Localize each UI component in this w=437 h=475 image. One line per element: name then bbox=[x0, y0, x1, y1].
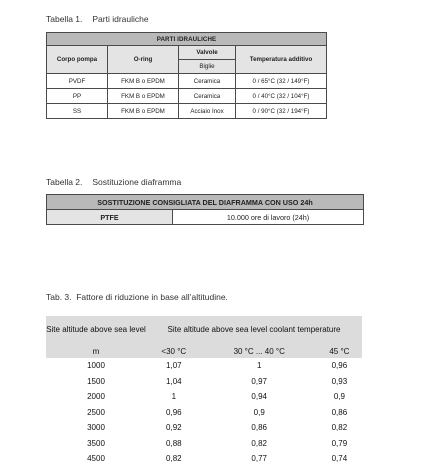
diaphragm-replacement-table bbox=[46, 194, 364, 225]
cell-material: PTFE bbox=[47, 210, 173, 225]
cell-factor-mid: 0,86 bbox=[251, 423, 267, 433]
table1-caption bbox=[46, 14, 149, 24]
table3-caption: Tab. 3. Fattore di riduzione in base all’altitudine. bbox=[46, 292, 228, 302]
cell-valvole: Ceramica bbox=[179, 74, 236, 89]
table-row bbox=[46, 374, 362, 390]
altitude-derating-table bbox=[46, 316, 362, 467]
table2-caption bbox=[46, 177, 181, 187]
table-row bbox=[47, 74, 327, 89]
cell-corpo: PVDF bbox=[47, 74, 108, 89]
table-row bbox=[46, 420, 362, 436]
cell-corpo: PP bbox=[47, 89, 108, 104]
table2-caption-number: Tabella 2. bbox=[46, 177, 83, 187]
cell-factor-mid: 0,97 bbox=[251, 376, 267, 386]
cell-altitude: 4500 bbox=[87, 454, 105, 464]
table-row bbox=[46, 451, 362, 467]
table-row bbox=[47, 89, 327, 104]
cell-factor-mid: 0,77 bbox=[251, 454, 267, 464]
cell-altitude: 1000 bbox=[87, 361, 105, 371]
cell-factor-low: 0,96 bbox=[166, 407, 182, 417]
header-unit: m bbox=[46, 344, 146, 358]
cell-factor-mid: 0,9 bbox=[253, 407, 265, 417]
cell-factor-high: 0,93 bbox=[331, 376, 348, 386]
cell-altitude: 1500 bbox=[87, 376, 105, 386]
cell-altitude: 3000 bbox=[87, 423, 105, 433]
cell-factor-low: 1,07 bbox=[166, 361, 182, 371]
cell-altitude: 3500 bbox=[87, 438, 105, 448]
cell-temperatura: 0 / 40°C (32 / 104°F) bbox=[236, 89, 327, 104]
header-biglie: Biglie bbox=[179, 60, 236, 74]
cell-factor-low: 1,04 bbox=[166, 376, 182, 386]
cell-oring: FKM B o EPDM bbox=[108, 89, 179, 104]
table2-title: SOSTITUZIONE CONSIGLIATA DEL DIAFRAMMA CON USO 24h bbox=[47, 195, 364, 210]
cell-temperatura: 0 / 65°C (32 / 149°F) bbox=[236, 74, 327, 89]
cell-factor-high: 0,74 bbox=[331, 454, 348, 464]
table-row bbox=[46, 389, 362, 405]
cell-factor-low: 0,92 bbox=[166, 423, 182, 433]
table-row bbox=[46, 405, 362, 421]
cell-temperatura: 0 / 90°C (32 / 194°F) bbox=[236, 104, 327, 119]
header-coolant-temp: Site altitude above sea level coolant temperature bbox=[146, 316, 362, 344]
header-valvole: Valvole bbox=[179, 46, 236, 60]
cell-altitude: 2500 bbox=[87, 407, 105, 417]
table-row bbox=[47, 104, 327, 119]
header-temp-mid: 30 °C ... 40 °C bbox=[202, 344, 317, 358]
header-corpo-pompa: Corpo pompa bbox=[47, 46, 108, 74]
table1-title: PARTI IDRAULICHE bbox=[47, 33, 327, 46]
table1-caption-text: Parti idrauliche bbox=[92, 14, 149, 24]
hydraulic-parts-table bbox=[46, 32, 327, 119]
cell-oring: FKM B o EPDM bbox=[108, 104, 179, 119]
cell-factor-mid: 1 bbox=[256, 361, 262, 371]
header-temp-high: 45 °C bbox=[317, 344, 362, 358]
table1-caption-number: Tabella 1. bbox=[46, 14, 83, 24]
cell-factor-high: 0,9 bbox=[333, 392, 345, 402]
cell-factor-mid: 0,94 bbox=[251, 392, 267, 402]
header-temp-low: <30 °C bbox=[146, 344, 202, 358]
cell-valvole: Ceramica bbox=[179, 89, 236, 104]
cell-factor-high: 0,82 bbox=[331, 423, 348, 433]
cell-corpo: SS bbox=[47, 104, 108, 119]
table-row bbox=[46, 358, 362, 374]
cell-factor-mid: 0,82 bbox=[251, 438, 267, 448]
cell-valvole: Acciaio Inox bbox=[179, 104, 236, 119]
cell-factor-high: 0,79 bbox=[331, 438, 348, 448]
table2-caption-text: Sostituzione diaframma bbox=[92, 177, 182, 187]
cell-factor-high: 0,96 bbox=[331, 361, 348, 371]
cell-factor-low: 1 bbox=[171, 392, 177, 402]
cell-altitude: 2000 bbox=[87, 392, 105, 402]
cell-lifetime: 10.000 ore di lavoro (24h) bbox=[173, 210, 364, 225]
cell-factor-low: 0,82 bbox=[166, 454, 182, 464]
cell-factor-high: 0,86 bbox=[331, 407, 348, 417]
cell-factor-low: 0,88 bbox=[166, 438, 182, 448]
cell-oring: FKM B o EPDM bbox=[108, 74, 179, 89]
table-row bbox=[47, 210, 364, 225]
table-row bbox=[46, 436, 362, 452]
header-temperatura: Temperatura additivo bbox=[236, 46, 327, 74]
header-altitude: Site altitude above sea level bbox=[46, 316, 146, 344]
header-oring: O-ring bbox=[108, 46, 179, 74]
